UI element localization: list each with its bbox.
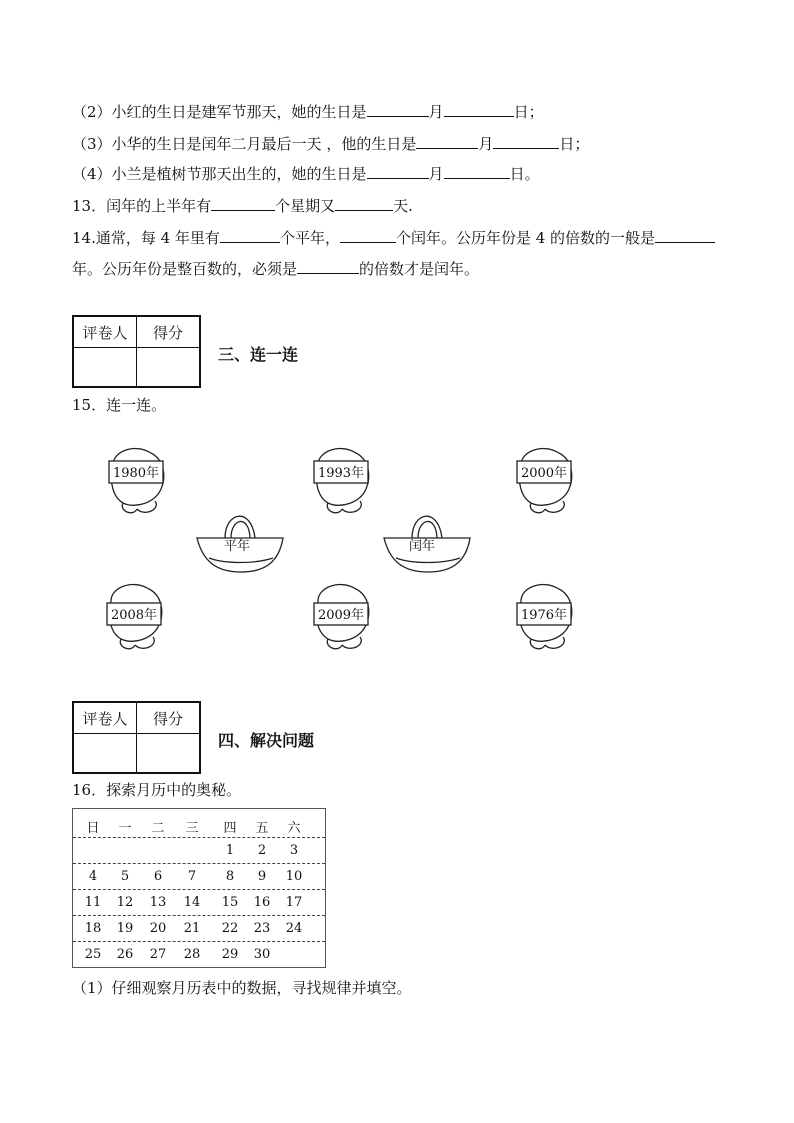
section-3-title: 三、连一连	[218, 345, 299, 364]
calendar-day: 17	[285, 895, 303, 910]
score-table	[72, 315, 201, 388]
answer-blank[interactable]	[297, 259, 359, 274]
answer-blank[interactable]	[655, 228, 715, 243]
peach-2008[interactable]	[107, 585, 162, 649]
calendar-day: 2	[257, 843, 267, 858]
svg-text:2000年: 2000年	[520, 466, 568, 481]
calendar-day: 29	[221, 947, 239, 962]
calendar-day: 5	[120, 869, 130, 884]
svg-text:1980年: 1980年	[112, 466, 160, 481]
calendar-day: 12	[116, 895, 134, 910]
answer-blank[interactable]	[220, 228, 280, 243]
calendar-week-row	[73, 863, 325, 890]
question-14-line2: 年。公历年份是整百数的，必须是 的倍数才是闰年。	[72, 260, 480, 278]
basket-common-year[interactable]	[197, 516, 283, 572]
calendar-day: 21	[183, 921, 201, 936]
score-table	[72, 701, 201, 774]
svg-text:闰年: 闰年	[408, 539, 436, 554]
peach-1980[interactable]	[109, 449, 164, 513]
calendar-weekday: 六	[287, 821, 301, 836]
calendar-day: 20	[149, 921, 167, 936]
answer-blank[interactable]	[416, 134, 478, 149]
calendar-day: 28	[183, 947, 201, 962]
calendar-day: 23	[253, 921, 271, 936]
calendar-day: 26	[116, 947, 134, 962]
calendar-day: 24	[285, 921, 303, 936]
score-label: 得分	[137, 702, 201, 734]
answer-blank[interactable]	[211, 196, 275, 211]
calendar-day: 14	[183, 895, 201, 910]
section-4-title: 四、解决问题	[218, 731, 315, 750]
grader-input[interactable]	[73, 734, 137, 774]
calendar-day: 8	[225, 869, 235, 884]
svg-text:1993年: 1993年	[317, 466, 365, 481]
calendar-day: 18	[84, 921, 102, 936]
connect-figure	[95, 425, 605, 655]
calendar-weekday: 日	[86, 821, 100, 836]
calendar-weekday: 三	[185, 821, 199, 836]
peach-1993[interactable]	[314, 449, 369, 513]
calendar-day: 9	[257, 869, 267, 884]
calendar-day: 19	[116, 921, 134, 936]
answer-blank[interactable]	[367, 164, 429, 179]
question-16-1: （1）仔细观察月历表中的数据，寻找规律并填空。	[72, 979, 412, 997]
calendar-day: 11	[84, 895, 102, 910]
grader-label: 评卷人	[73, 316, 137, 348]
question-15: 15．连一连。	[72, 396, 167, 414]
svg-text:2008年: 2008年	[110, 608, 158, 623]
score-input[interactable]	[137, 734, 201, 774]
calendar-day: 4	[88, 869, 98, 884]
calendar-day: 27	[149, 947, 167, 962]
calendar-day: 1	[225, 843, 235, 858]
calendar-weekday: 二	[151, 821, 165, 836]
score-label: 得分	[137, 316, 201, 348]
calendar-week-row	[73, 941, 325, 967]
calendar-day: 10	[285, 869, 303, 884]
svg-text:2009年: 2009年	[317, 608, 365, 623]
score-input[interactable]	[137, 348, 201, 388]
calendar-weekday: 五	[255, 821, 269, 836]
calendar-day: 16	[253, 895, 271, 910]
peach-2000[interactable]	[517, 449, 572, 513]
calendar-weekday: 一	[118, 821, 132, 836]
answer-blank[interactable]	[367, 102, 429, 117]
question-12-3: （3）小华的生日是闰年二月最后一天 ，他的生日是 月 日；	[72, 135, 590, 153]
calendar-week-row	[73, 889, 325, 916]
answer-blank[interactable]	[444, 102, 514, 117]
svg-text:1976年: 1976年	[520, 608, 568, 623]
question-16: 16．探索月历中的奥秘。	[72, 781, 242, 799]
calendar-day: 15	[221, 895, 239, 910]
answer-blank[interactable]	[444, 164, 510, 179]
calendar-header-row	[73, 811, 325, 838]
question-14-line1: 14.通常，每 4 年里有 个平年， 个闰年。公历年份是 4 的倍数的一般是	[72, 228, 715, 248]
calendar-day: 6	[153, 869, 163, 884]
grader-input[interactable]	[73, 348, 137, 388]
calendar-day: 25	[84, 947, 102, 962]
peach-2009[interactable]	[314, 585, 369, 649]
peach-1976[interactable]	[517, 585, 572, 649]
basket-leap-year[interactable]	[384, 516, 470, 572]
question-12-2: （2）小红的生日是建军节那天，她的生日是 月 日；	[72, 103, 544, 121]
calendar-week-row	[73, 915, 325, 942]
month-calendar	[72, 808, 326, 968]
answer-blank[interactable]	[493, 134, 559, 149]
svg-text:平年: 平年	[223, 539, 251, 554]
grader-label: 评卷人	[73, 702, 137, 734]
calendar-day: 7	[187, 869, 197, 884]
answer-blank[interactable]	[335, 196, 393, 211]
calendar-day: 22	[221, 921, 239, 936]
answer-blank[interactable]	[340, 228, 396, 243]
calendar-weekday: 四	[223, 821, 237, 836]
calendar-day: 30	[253, 947, 271, 962]
question-12-4: （4）小兰是植树节那天出生的，她的生日是 月 日。	[72, 165, 540, 183]
calendar-day: 3	[289, 843, 299, 858]
calendar-week-row	[73, 837, 325, 864]
question-13: 13．闰年的上半年有 个星期又 天.	[72, 197, 413, 215]
calendar-day: 13	[149, 895, 167, 910]
